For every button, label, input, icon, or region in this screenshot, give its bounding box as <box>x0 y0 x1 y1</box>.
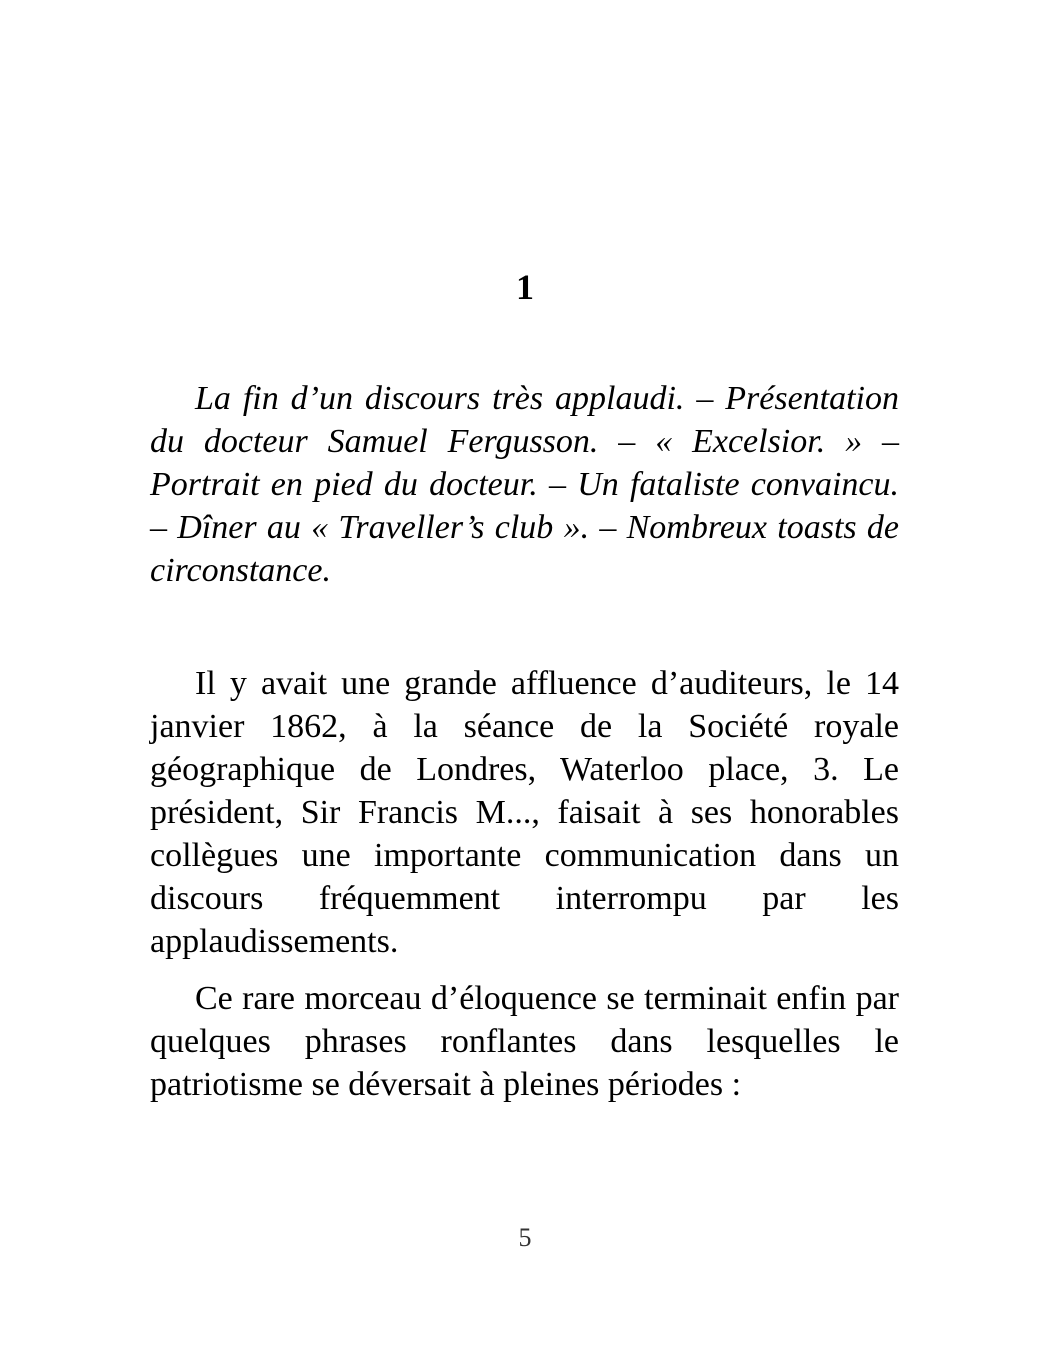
body-paragraph-1: Il y avait une grande affluence d’auditeurs, le 14 janvier 1862, à la séance de la Société royale géographique de Londres, Waterloo place, 3. Le président, Sir Francis M..., faisait à ses honorables collègues une importante communication dans un discours fréquemment interrompu par les applaudissements. <box>150 665 899 960</box>
chapter-number: 1 <box>516 267 534 307</box>
page-number: 5 <box>518 1223 532 1252</box>
chapter-summary: La fin d’un discours très applaudi. – Présentation du docteur Samuel Fergusson. – « Excelsior. » – Portrait en pied du docteur. – Un fataliste convaincu. – Dîner au « Traveller’s club ». – Nombreux toasts de circonstance. <box>150 380 899 589</box>
body-paragraph-2: Ce rare morceau d’éloquence se terminait enfin par quelques phrases ronflantes dans lesquelles le patriotisme se déversait à pleines périodes : <box>150 980 899 1103</box>
